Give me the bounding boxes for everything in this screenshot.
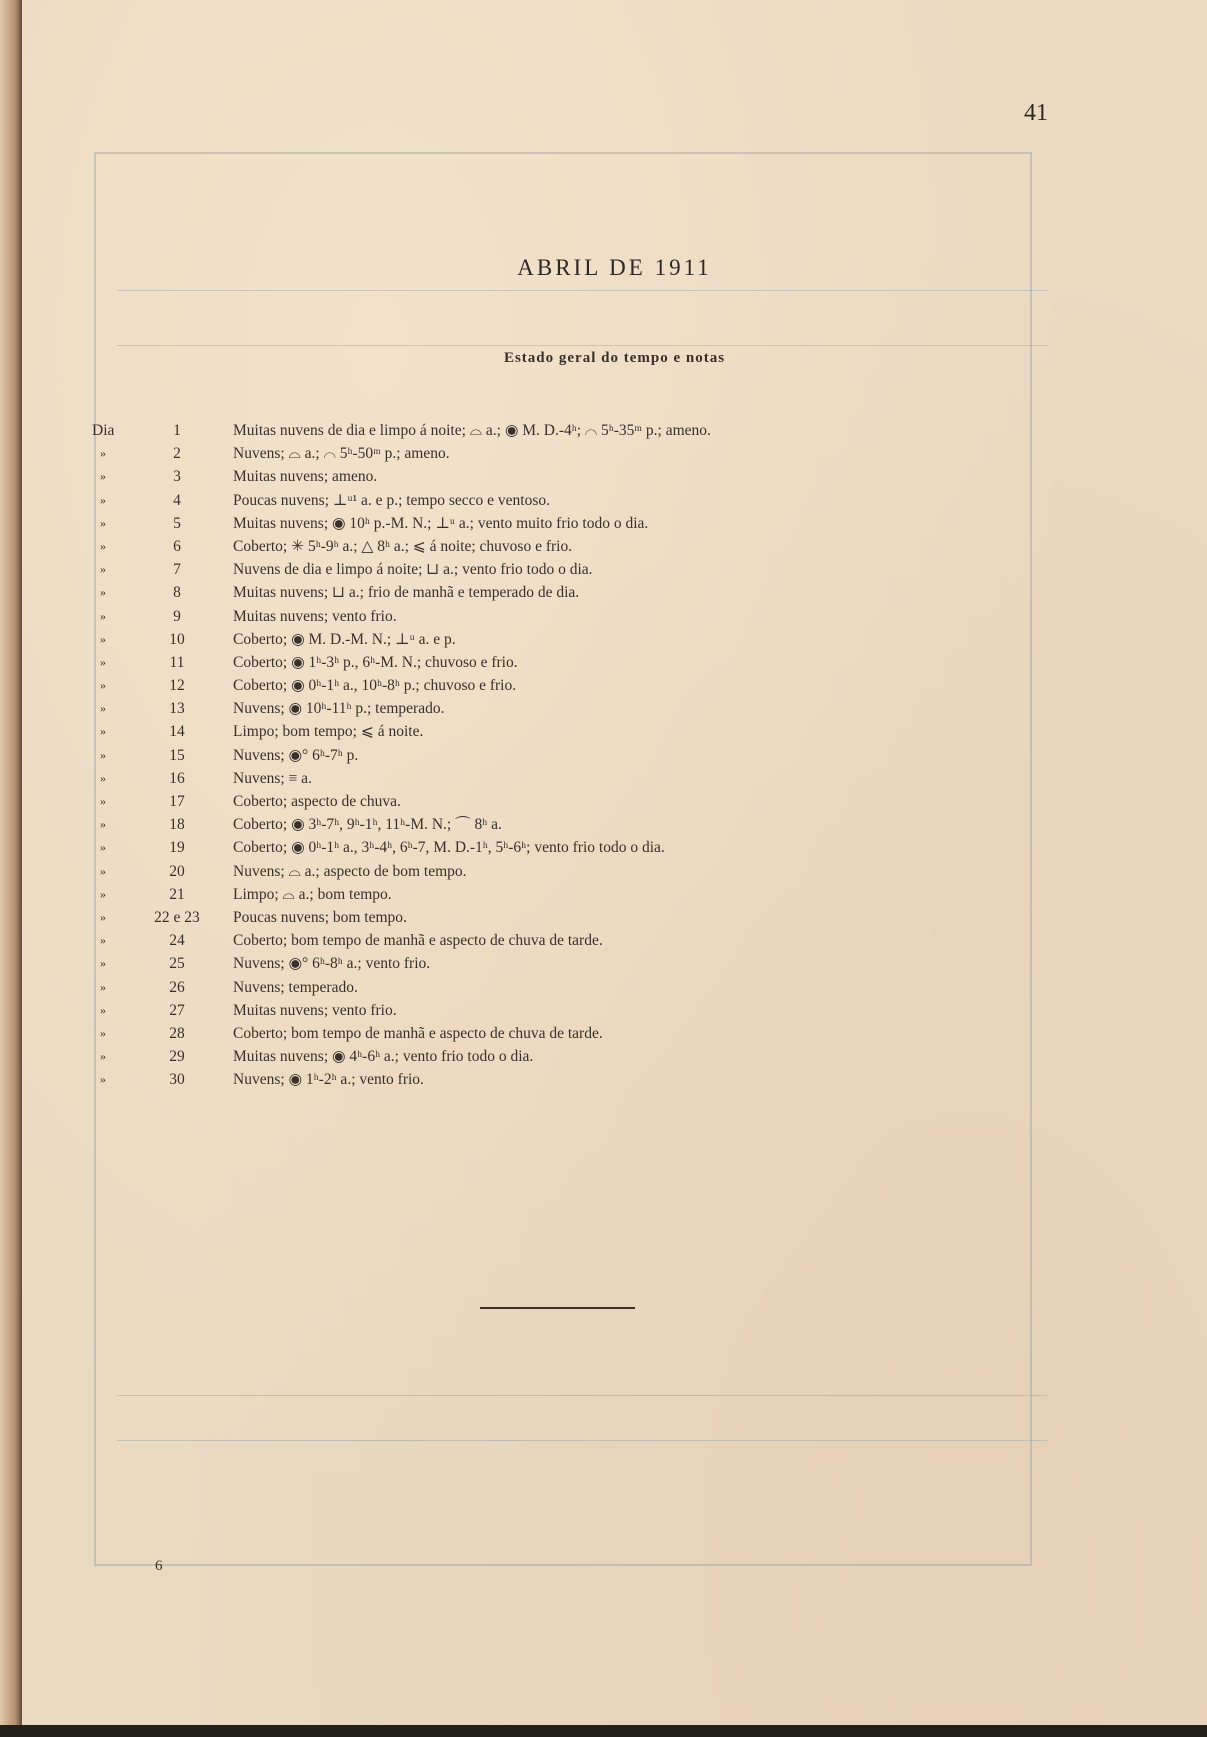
ditto-mark: » — [100, 515, 106, 530]
weather-note: Nuvens; ◉ 10ʰ-11ʰ p.; temperado. — [233, 700, 445, 718]
ditto-mark: » — [100, 678, 106, 693]
ditto-mark: » — [100, 979, 106, 994]
table-row — [22, 628, 1207, 651]
weather-note: Coberto; ✳ 5ʰ-9ʰ a.; △ 8ʰ a.; ⩽ á noite; chuvoso e frio. — [233, 537, 573, 555]
ditto-mark: » — [100, 747, 106, 762]
day-number: 7 — [173, 561, 181, 579]
table-row — [22, 674, 1207, 697]
ditto-mark: » — [100, 654, 106, 669]
weather-note: Nuvens; ◉° 6ʰ-7ʰ p. — [233, 746, 359, 764]
weather-note: Nuvens de dia e limpo á noite; ⊔ a.; vento frio todo o dia. — [233, 561, 593, 579]
day-number: 15 — [169, 746, 185, 764]
day-number: 29 — [169, 1048, 185, 1066]
ditto-mark: » — [100, 1002, 106, 1017]
ditto-mark: » — [100, 562, 106, 577]
ditto-mark: » — [100, 1049, 106, 1064]
scan-bottom-edge — [0, 1725, 1207, 1737]
table-row — [22, 1022, 1207, 1045]
table-row — [22, 720, 1207, 743]
day-number: 19 — [169, 839, 185, 857]
day-number: 11 — [169, 653, 185, 671]
day-number: 27 — [169, 1001, 185, 1019]
day-number: 9 — [173, 607, 181, 625]
weather-note: Limpo; ⌓ a.; bom tempo. — [233, 885, 392, 903]
ditto-mark: » — [100, 863, 106, 878]
weather-note: Nuvens; ◉° 6ʰ-8ʰ a.; vento frio. — [233, 955, 431, 973]
ditto-mark: » — [100, 469, 106, 484]
weather-note: Coberto; ◉ M. D.-M. N.; ⊥ᵘ a. e p. — [233, 630, 456, 648]
weather-note: Poucas nuvens; bom tempo. — [233, 908, 407, 926]
day-number: 26 — [169, 978, 185, 996]
weather-note: Nuvens; temperado. — [233, 978, 358, 996]
ditto-mark: » — [100, 933, 106, 948]
day-number: 18 — [169, 816, 185, 834]
weather-note: Coberto; bom tempo de manhã e aspecto de chuva de tarde. — [233, 932, 603, 950]
table-row — [22, 419, 1207, 442]
weather-notes-list — [22, 419, 1207, 1091]
table-row — [22, 535, 1207, 558]
bleed-through-rule — [117, 1440, 1047, 1441]
day-number: 3 — [173, 468, 181, 486]
ditto-mark: » — [100, 608, 106, 623]
table-row — [22, 465, 1207, 488]
ditto-mark: » — [100, 492, 106, 507]
table-row — [22, 906, 1207, 929]
day-number: 13 — [169, 700, 185, 718]
weather-note: Coberto; ◉ 3ʰ-7ʰ, 9ʰ-1ʰ, 11ʰ-M. N.; ⌒ 8ʰ a. — [233, 816, 502, 834]
ditto-mark: » — [100, 817, 106, 832]
table-row — [22, 883, 1207, 906]
table-row — [22, 929, 1207, 952]
table-row — [22, 836, 1207, 859]
weather-note: Nuvens; ◉ 1ʰ-2ʰ a.; vento frio. — [233, 1071, 424, 1089]
weather-note: Coberto; ◉ 0ʰ-1ʰ a., 3ʰ-4ʰ, 6ʰ-7, M. D.-1ʰ, 5ʰ-6ʰ; vento frio todo o dia. — [233, 839, 665, 857]
weather-note: Nuvens; ≡ a. — [233, 769, 312, 787]
signature-number: 6 — [155, 1558, 163, 1574]
day-number: 21 — [169, 885, 185, 903]
table-row — [22, 813, 1207, 836]
day-number: 28 — [169, 1024, 185, 1042]
day-number: 30 — [169, 1071, 185, 1089]
day-number: 12 — [169, 677, 185, 695]
closing-rule — [480, 1307, 635, 1309]
table-row — [22, 744, 1207, 767]
weather-note: Muitas nuvens; ◉ 4ʰ-6ʰ a.; vento frio todo o dia. — [233, 1048, 534, 1066]
page-subtitle: Estado geral do tempo e notas — [503, 350, 726, 366]
ditto-mark: » — [100, 585, 106, 600]
ditto-mark: » — [100, 794, 106, 808]
table-row — [22, 767, 1207, 790]
page-number: 41 — [1024, 100, 1048, 126]
weather-note: Muitas nuvens; vento frio. — [233, 1001, 397, 1019]
day-number: 10 — [169, 630, 185, 648]
table-row — [22, 952, 1207, 975]
day-number: 2 — [173, 445, 181, 463]
dia-label: Dia — [92, 422, 115, 439]
weather-note: Limpo; bom tempo; ⩽ á noite. — [233, 723, 424, 741]
weather-note: Coberto; bom tempo de manhã e aspecto de chuva de tarde. — [233, 1024, 603, 1042]
weather-note: Muitas nuvens; ⊔ a.; frio de manhã e temperado de dia. — [233, 584, 580, 602]
table-row — [22, 558, 1207, 581]
bleed-through-rule — [117, 290, 1047, 291]
weather-note: Muitas nuvens; ameno. — [233, 468, 378, 486]
weather-note: Muitas nuvens de dia e limpo á noite; ⌓ a.; ◉ M. D.-4ʰ; ⌒ 5ʰ-35ᵐ p.; ameno. — [233, 422, 711, 439]
table-row — [22, 489, 1207, 512]
book-spine — [0, 0, 22, 1737]
table-row — [22, 860, 1207, 883]
day-number: 25 — [169, 955, 185, 973]
day-number: 22 e 23 — [154, 908, 200, 926]
ditto-mark: » — [100, 724, 106, 739]
day-number: 16 — [169, 769, 185, 787]
table-row — [22, 976, 1207, 999]
document-page — [22, 0, 1207, 1725]
day-number: 1 — [173, 422, 181, 439]
weather-note: Poucas nuvens; ⊥ᵘ¹ a. e p.; tempo secco e ventoso. — [233, 491, 551, 509]
table-row — [22, 999, 1207, 1022]
table-row — [22, 1068, 1207, 1091]
ditto-mark: » — [100, 1072, 106, 1087]
bleed-through-rule — [117, 345, 1047, 346]
ditto-mark: » — [100, 956, 106, 971]
day-number: 5 — [173, 514, 181, 532]
ditto-mark: » — [100, 770, 106, 785]
weather-note: Coberto; aspecto de chuva. — [233, 793, 401, 810]
table-row — [22, 605, 1207, 628]
weather-note: Nuvens; ⌓ a.; ⌒ 5ʰ-50ᵐ p.; ameno. — [233, 445, 450, 463]
weather-note: Nuvens; ⌓ a.; aspecto de bom tempo. — [233, 862, 467, 880]
table-row — [22, 790, 1207, 813]
ditto-mark: » — [100, 886, 106, 901]
ditto-mark: » — [100, 1025, 106, 1040]
weather-note: Muitas nuvens; ◉ 10ʰ p.-M. N.; ⊥ᵘ a.; vento muito frio todo o dia. — [233, 514, 649, 532]
day-number: 4 — [173, 491, 181, 509]
ditto-mark: » — [100, 840, 106, 855]
table-row — [22, 442, 1207, 465]
day-number: 6 — [173, 537, 181, 555]
page-title: ABRIL DE 1911 — [517, 255, 712, 280]
bleed-through-rule — [117, 1395, 1047, 1396]
weather-note: Coberto; ◉ 0ʰ-1ʰ a., 10ʰ-8ʰ p.; chuvoso e frio. — [233, 677, 517, 695]
day-number: 24 — [169, 932, 185, 950]
day-number: 20 — [169, 862, 185, 880]
day-number: 14 — [169, 723, 185, 741]
table-row — [22, 697, 1207, 720]
ditto-mark: » — [100, 538, 106, 553]
table-row — [22, 1045, 1207, 1068]
weather-note: Muitas nuvens; vento frio. — [233, 607, 397, 625]
day-number: 17 — [169, 793, 185, 810]
ditto-mark: » — [100, 631, 106, 646]
weather-note: Coberto; ◉ 1ʰ-3ʰ p., 6ʰ-M. N.; chuvoso e frio. — [233, 653, 518, 671]
ditto-mark: » — [100, 446, 106, 461]
table-row — [22, 651, 1207, 674]
ditto-mark: » — [100, 909, 106, 924]
table-row — [22, 512, 1207, 535]
ditto-mark: » — [100, 701, 106, 716]
table-row — [22, 581, 1207, 604]
day-number: 8 — [173, 584, 181, 602]
